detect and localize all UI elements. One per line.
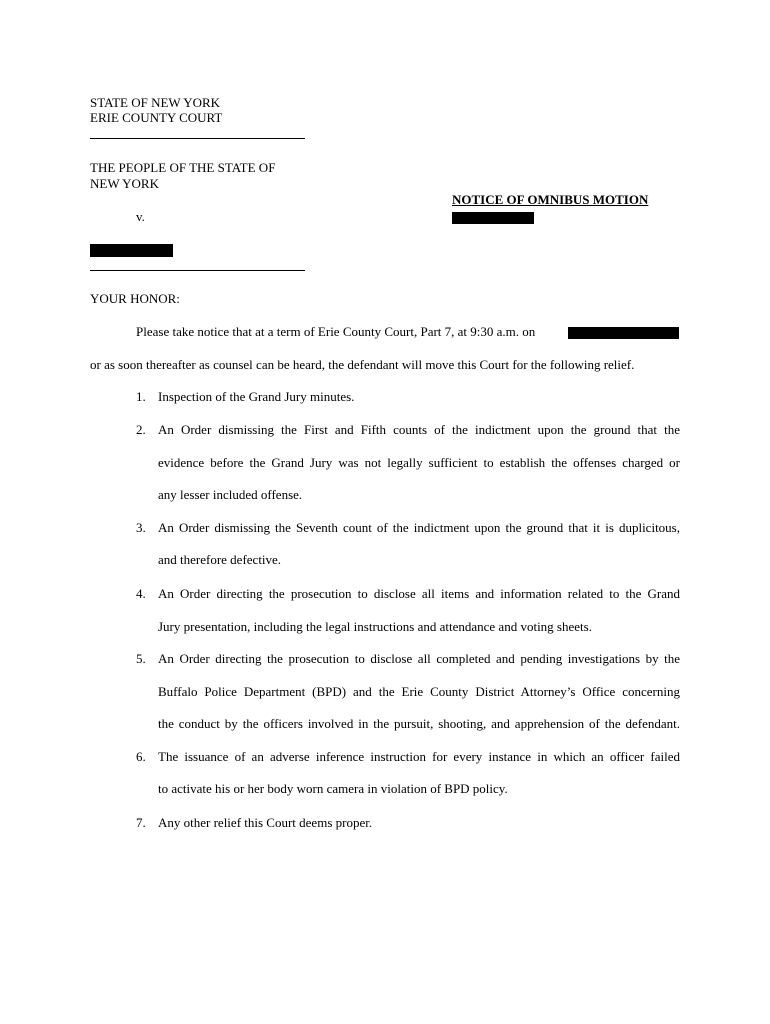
state-heading: STATE OF NEW YORK <box>90 95 221 110</box>
item-text-line: and therefore defective. <box>158 552 282 567</box>
item-text-line: An Order dismissing the First and Fifth counts of the indictment upon the ground that the <box>158 422 680 437</box>
intro-line-2: or as soon thereafter as counsel can be heard, the defendant will move this Court for the following relief. <box>90 357 635 372</box>
index-number-redaction <box>452 212 534 224</box>
court-heading: ERIE COUNTY COURT <box>90 110 223 125</box>
item-number: 1. <box>136 389 146 404</box>
caption-bottom-rule <box>90 270 305 271</box>
salutation: YOUR HONOR: <box>90 291 180 306</box>
item-number: 6. <box>136 749 146 764</box>
item-text-line: Inspection of the Grand Jury minutes. <box>158 389 355 404</box>
item-text-line: An Order directing the prosecution to disclose all items and information related to the Grand <box>158 586 680 601</box>
item-text-line: to activate his or her body worn camera in violation of BPD policy. <box>158 781 508 796</box>
intro-line-1: Please take notice that at a term of Erie County Court, Part 7, at 9:30 a.m. on <box>136 324 536 339</box>
versus-label: v. <box>136 209 145 224</box>
item-number: 5. <box>136 651 146 666</box>
caption-top-rule <box>90 138 305 139</box>
item-text-line: Buffalo Police Department (BPD) and the Erie County District Attorney’s Office concerning <box>158 684 680 699</box>
date-redaction <box>568 327 679 339</box>
item-text-line: Jury presentation, including the legal instructions and attendance and voting sheets. <box>158 619 592 634</box>
item-text-line: An Order dismissing the Seventh count of the indictment upon the ground that it is duplicitous, <box>158 520 680 535</box>
item-text-line: Any other relief this Court deems proper. <box>158 815 373 830</box>
item-text-line: any lesser included offense. <box>158 487 303 502</box>
item-text-line: The issuance of an adverse inference instruction for every instance in which an officer failed <box>158 749 680 764</box>
item-number: 4. <box>136 586 146 601</box>
document-title: NOTICE OF OMNIBUS MOTION <box>452 192 649 207</box>
item-text-line: the conduct by the officers involved in the pursuit, shooting, and apprehension of the defendant. <box>158 716 680 731</box>
party-name-line1: THE PEOPLE OF THE STATE OF <box>90 160 276 175</box>
item-text-line: An Order directing the prosecution to disclose all completed and pending investigations by the <box>158 651 680 666</box>
item-number: 7. <box>136 815 146 830</box>
item-text-line: evidence before the Grand Jury was not legally sufficient to establish the offenses charged or <box>158 455 680 470</box>
item-number: 3. <box>136 520 146 535</box>
defendant-name-redaction <box>90 244 173 257</box>
party-name-line2: NEW YORK <box>90 176 159 191</box>
item-number: 2. <box>136 422 146 437</box>
